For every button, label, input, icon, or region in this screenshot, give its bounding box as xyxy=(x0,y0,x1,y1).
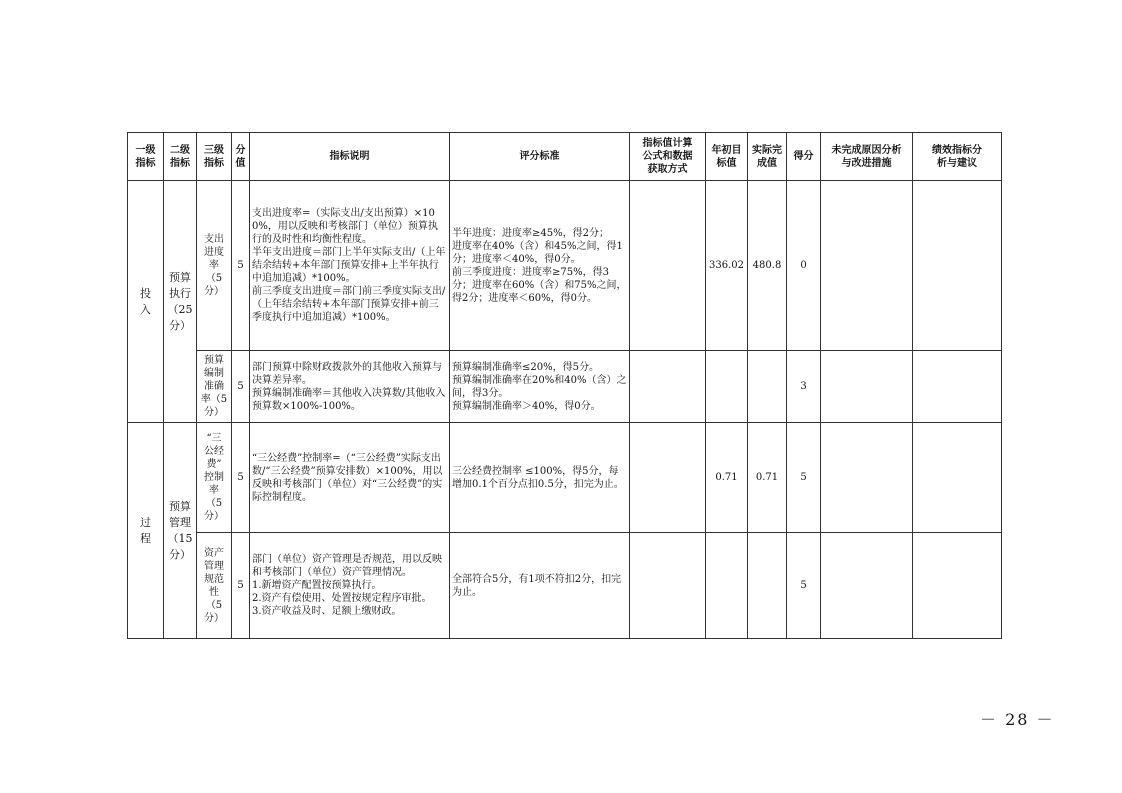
score-value-cell: 5 xyxy=(232,181,250,351)
level1-cell: 过 程 xyxy=(128,423,164,639)
description-cell: 支出进度率=（实际支出/支出预算）×100%，用以反映和考核部门（单位）预算执行的及时性和均衡性程度。 半年支出进度＝部门上半年实际支出/（上年结余结转+本年部门预算安排+上半年执行中追加追减）*100%。 前三季度支出进度＝部门前三季度实际支出/（上年结余结转+本年部门预算安排+前三季度执行中追加追减）*100%。 xyxy=(250,181,450,351)
score-cell: 5 xyxy=(787,533,821,639)
score-value-cell: 5 xyxy=(232,423,250,533)
advice-cell xyxy=(913,351,1002,423)
target-cell xyxy=(706,533,748,639)
method-cell xyxy=(630,351,706,423)
actual-cell xyxy=(748,351,787,423)
table-row xyxy=(128,351,1002,423)
header-score: 得分 xyxy=(787,133,821,181)
level2-cell: 预算 执行 （25 分） xyxy=(164,181,197,423)
score-value-cell: 5 xyxy=(232,533,250,639)
header-level1-indicator: 一级 指标 xyxy=(128,133,164,181)
level1-cell: 投 入 xyxy=(128,181,164,423)
header-method: 指标值计算 公式和数据 获取方式 xyxy=(630,133,706,181)
score-cell: 5 xyxy=(787,423,821,533)
performance-indicator-table xyxy=(127,132,1002,639)
advice-cell xyxy=(913,181,1002,351)
header-row xyxy=(128,133,1002,181)
header-score-value: 分 值 xyxy=(232,133,250,181)
score-value-cell: 5 xyxy=(232,351,250,423)
reason-cell xyxy=(821,423,913,533)
method-cell xyxy=(630,423,706,533)
level3-cell: 支出 进度 率 （5 分） xyxy=(197,181,232,351)
target-cell: 336.02 xyxy=(706,181,748,351)
header-advice: 绩效指标分 析与建议 xyxy=(913,133,1002,181)
criteria-cell: 三公经费控制率 ≤100%，得5分，每增加0.1个百分点扣0.5分，扣完为止。 xyxy=(450,423,630,533)
criteria-cell: 半年进度：进度率≥45%，得2分； 进度率在40%（含）和45%之间，得1分；进度率＜40%，得0分。 前三季度进度：进度率≥75%，得3分；进度率在60%（含）和75%之间，得2分；进度率＜60%，得0分。 xyxy=(450,181,630,351)
reason-cell xyxy=(821,351,913,423)
method-cell xyxy=(630,181,706,351)
table-row xyxy=(128,181,1002,351)
description-cell: 部门预算中除财政拨款外的其他收入预算与决算差异率。 预算编制准确率＝其他收入决算数/其他收入预算数×100%-100%。 xyxy=(250,351,450,423)
table-row xyxy=(128,533,1002,639)
level3-cell: 预算 编制 准确 率（5 分） xyxy=(197,351,232,423)
score-cell: 0 xyxy=(787,181,821,351)
header-reason: 未完成原因分析 与改进措施 xyxy=(821,133,913,181)
table-row xyxy=(128,423,1002,533)
actual-cell xyxy=(748,533,787,639)
reason-cell xyxy=(821,533,913,639)
description-cell: “三公经费”控制率=（“三公经费”实际支出数/“三公经费”预算安排数）×100%，用以反映和考核部门（单位）对“三公经费”的实际控制程度。 xyxy=(250,423,450,533)
header-level2-indicator: 二级 指标 xyxy=(164,133,197,181)
criteria-cell: 全部符合5分，有1项不符扣2分，扣完为止。 xyxy=(450,533,630,639)
level2-cell: 预算 管理 （15 分） xyxy=(164,423,197,639)
score-cell: 3 xyxy=(787,351,821,423)
header-description: 指标说明 xyxy=(250,133,450,181)
actual-cell: 480.8 xyxy=(748,181,787,351)
method-cell xyxy=(630,533,706,639)
header-level3-indicator: 三级 指标 xyxy=(197,133,232,181)
advice-cell xyxy=(913,533,1002,639)
actual-cell: 0.71 xyxy=(748,423,787,533)
criteria-cell: 预算编制准确率≤20%，得5分。 预算编制准确率在20%和40%（含）之间，得3分。 预算编制准确率＞40%，得0分。 xyxy=(450,351,630,423)
level3-cell: 资产 管理 规范 性 （5 分） xyxy=(197,533,232,639)
target-cell: 0.71 xyxy=(706,423,748,533)
header-target: 年初目 标值 xyxy=(706,133,748,181)
level3-cell: “三 公经 费” 控制 率 （5 分） xyxy=(197,423,232,533)
header-actual: 实际完 成值 xyxy=(748,133,787,181)
advice-cell xyxy=(913,423,1002,533)
description-cell: 部门（单位）资产管理是否规范，用以反映和考核部门（单位）资产管理情况。 1.新增资产配置按预算执行。 2.资产有偿使用、处置按规定程序审批。 3.资产收益及时、足额上缴财政。 xyxy=(250,533,450,639)
reason-cell xyxy=(821,181,913,351)
page-number: － 28 － xyxy=(980,710,1055,729)
target-cell xyxy=(706,351,748,423)
header-criteria: 评分标准 xyxy=(450,133,630,181)
